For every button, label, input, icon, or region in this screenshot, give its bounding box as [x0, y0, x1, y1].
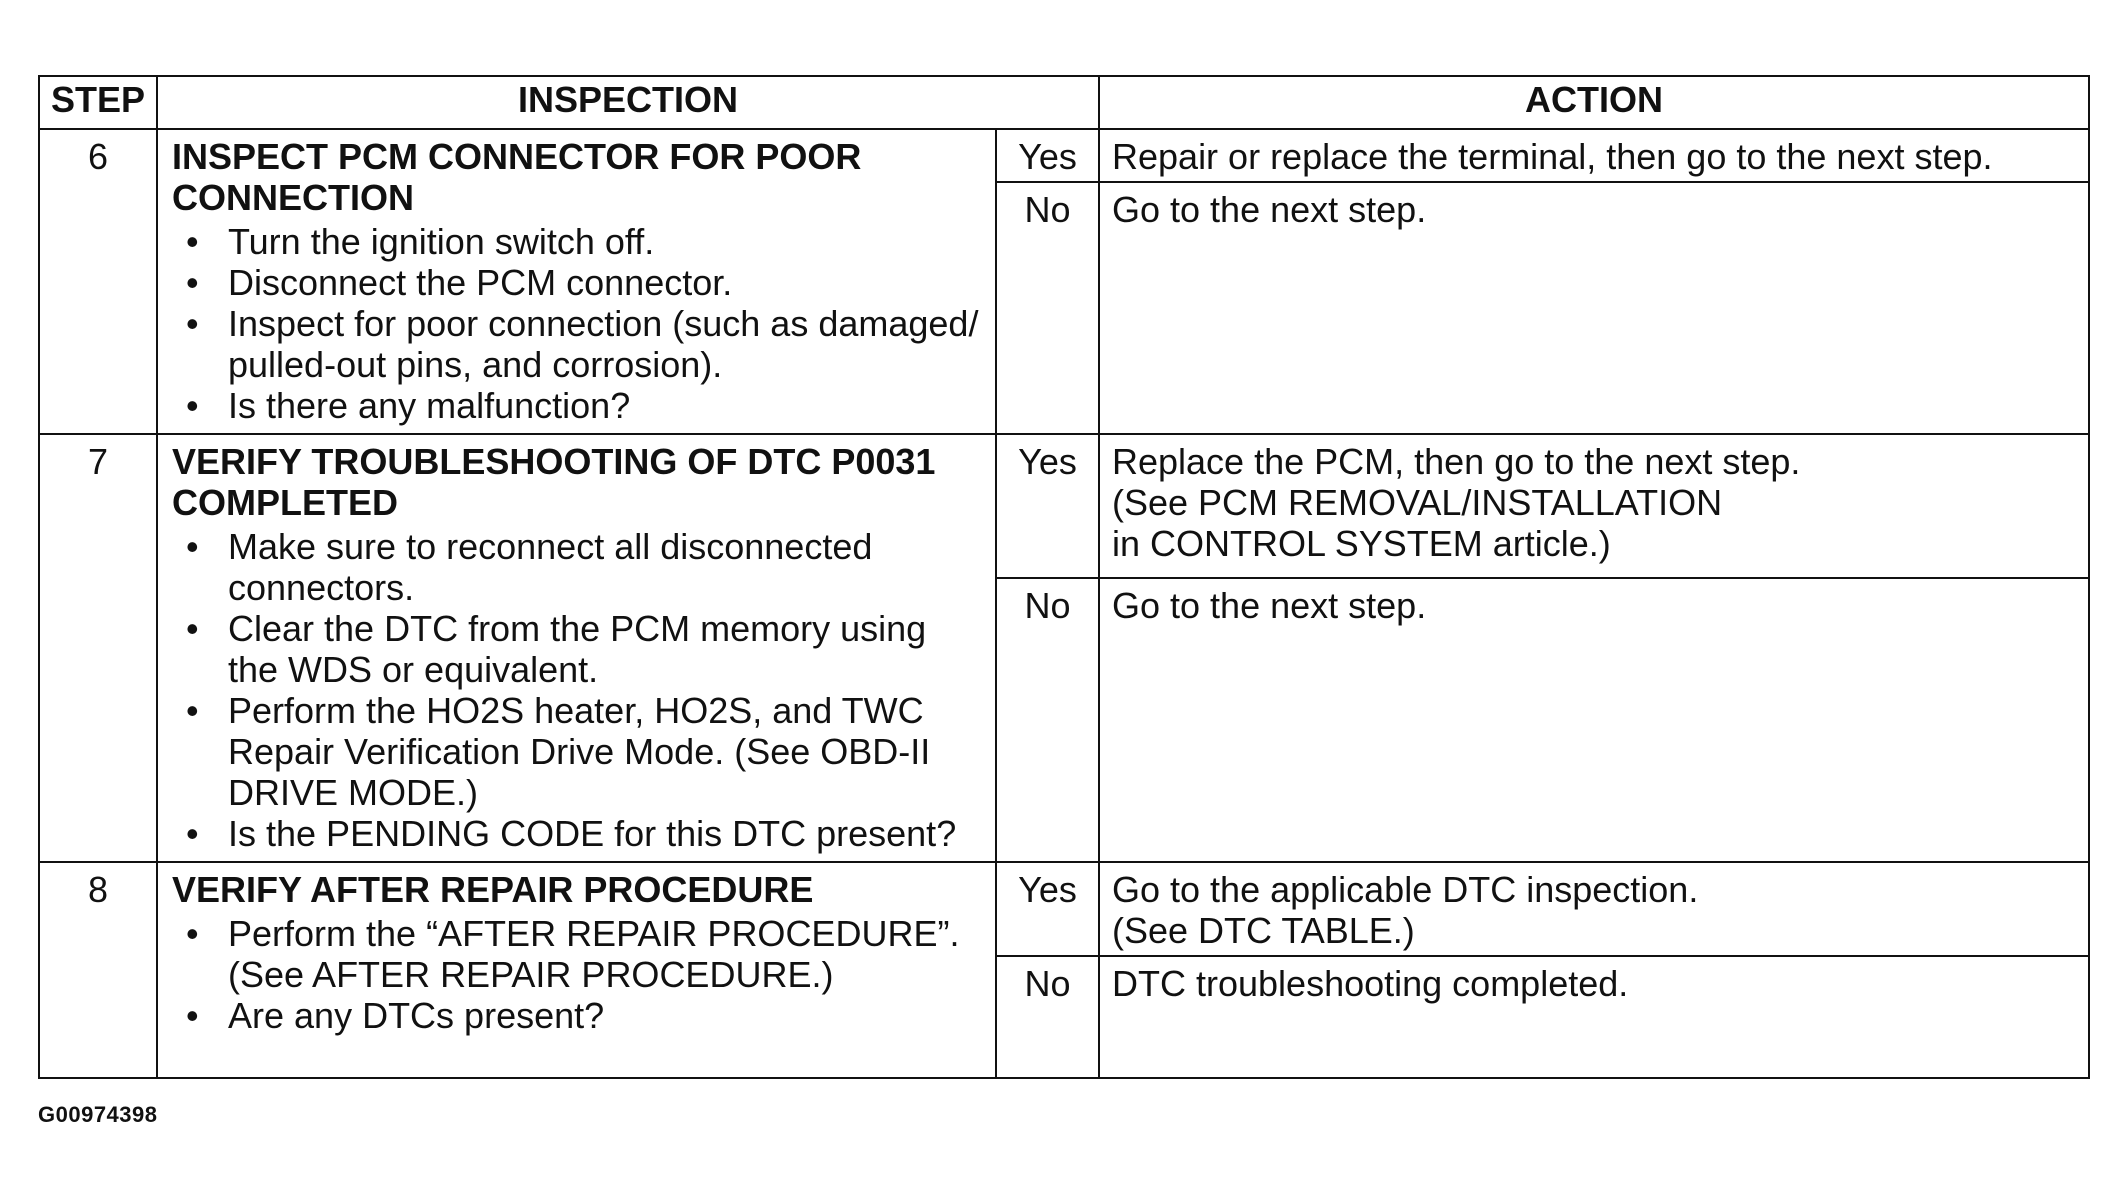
- action-line: in CONTROL SYSTEM article.): [1112, 523, 1611, 564]
- checklist-item: • Clear the DTC from the PCM memory using the WDS or equivalent.: [172, 608, 985, 690]
- checklist-item: • Inspect for poor connection (such as damaged/ pulled-out pins, and corrosion).: [172, 303, 985, 385]
- no-label: No: [996, 578, 1099, 862]
- dtc-troubleshooting-table: [38, 75, 2090, 1079]
- inspection-checklist: [172, 221, 985, 426]
- checklist-item: • Are any DTCs present?: [172, 995, 985, 1036]
- checklist-item: • Disconnect the PCM connector.: [172, 262, 985, 303]
- yes-action: [1099, 129, 2089, 182]
- table-row: [39, 434, 2089, 578]
- troubleshooting-sheet: [38, 75, 2088, 1079]
- inspection-checklist: [172, 526, 985, 854]
- inspection-checklist: [172, 913, 985, 1036]
- action-line: DTC troubleshooting completed.: [1112, 963, 1629, 1004]
- checklist-item: • Is there any malfunction?: [172, 385, 985, 426]
- checklist-item: • Perform the HO2S heater, HO2S, and TWC Repair Verification Drive Mode. (See OBD-II DRIVE MODE.): [172, 690, 985, 813]
- no-action: [1099, 956, 2089, 1078]
- action-line: Replace the PCM, then go to the next step.: [1112, 441, 1801, 482]
- header-row: [39, 76, 2089, 129]
- step-number: 8: [39, 862, 157, 1078]
- action-header: ACTION: [1099, 76, 2089, 129]
- yes-label: Yes: [996, 862, 1099, 956]
- inspection-cell: [157, 862, 996, 1078]
- table-row: [39, 129, 2089, 182]
- step-number: 7: [39, 434, 157, 862]
- inspection-cell: [157, 129, 996, 434]
- action-line: Repair or replace the terminal, then go to the next step.: [1112, 136, 1993, 177]
- action-line: Go to the next step.: [1112, 585, 1427, 626]
- inspection-title: INSPECT PCM CONNECTOR FOR POOR CONNECTION: [172, 136, 862, 218]
- yes-label: Yes: [996, 434, 1099, 578]
- inspection-title: VERIFY AFTER REPAIR PROCEDURE: [172, 869, 814, 910]
- yes-action: [1099, 434, 2089, 578]
- action-line: Go to the next step.: [1112, 189, 1427, 230]
- checklist-item: • Turn the ignition switch off.: [172, 221, 985, 262]
- action-line: (See DTC TABLE.): [1112, 910, 1415, 951]
- table-row: [39, 862, 2089, 956]
- yes-label: Yes: [996, 129, 1099, 182]
- table-body: [39, 129, 2089, 1078]
- inspection-cell: [157, 434, 996, 862]
- action-line: (See PCM REMOVAL/INSTALLATION: [1112, 482, 1723, 523]
- no-action: [1099, 182, 2089, 434]
- checklist-item: • Perform the “AFTER REPAIR PROCEDURE”. (See AFTER REPAIR PROCEDURE.): [172, 913, 985, 995]
- no-label: No: [996, 956, 1099, 1078]
- step-number: 6: [39, 129, 157, 434]
- no-action: [1099, 578, 2089, 862]
- step-header: STEP: [39, 76, 157, 129]
- checklist-item: • Make sure to reconnect all disconnected connectors.: [172, 526, 985, 608]
- action-line: Go to the applicable DTC inspection.: [1112, 869, 1699, 910]
- figure-code: G00974398: [38, 1102, 158, 1127]
- inspection-header: INSPECTION: [157, 76, 1099, 129]
- inspection-title: VERIFY TROUBLESHOOTING OF DTC P0031 COMPLETED: [172, 441, 936, 523]
- checklist-item: • Is the PENDING CODE for this DTC present?: [172, 813, 985, 854]
- yes-action: [1099, 862, 2089, 956]
- no-label: No: [996, 182, 1099, 434]
